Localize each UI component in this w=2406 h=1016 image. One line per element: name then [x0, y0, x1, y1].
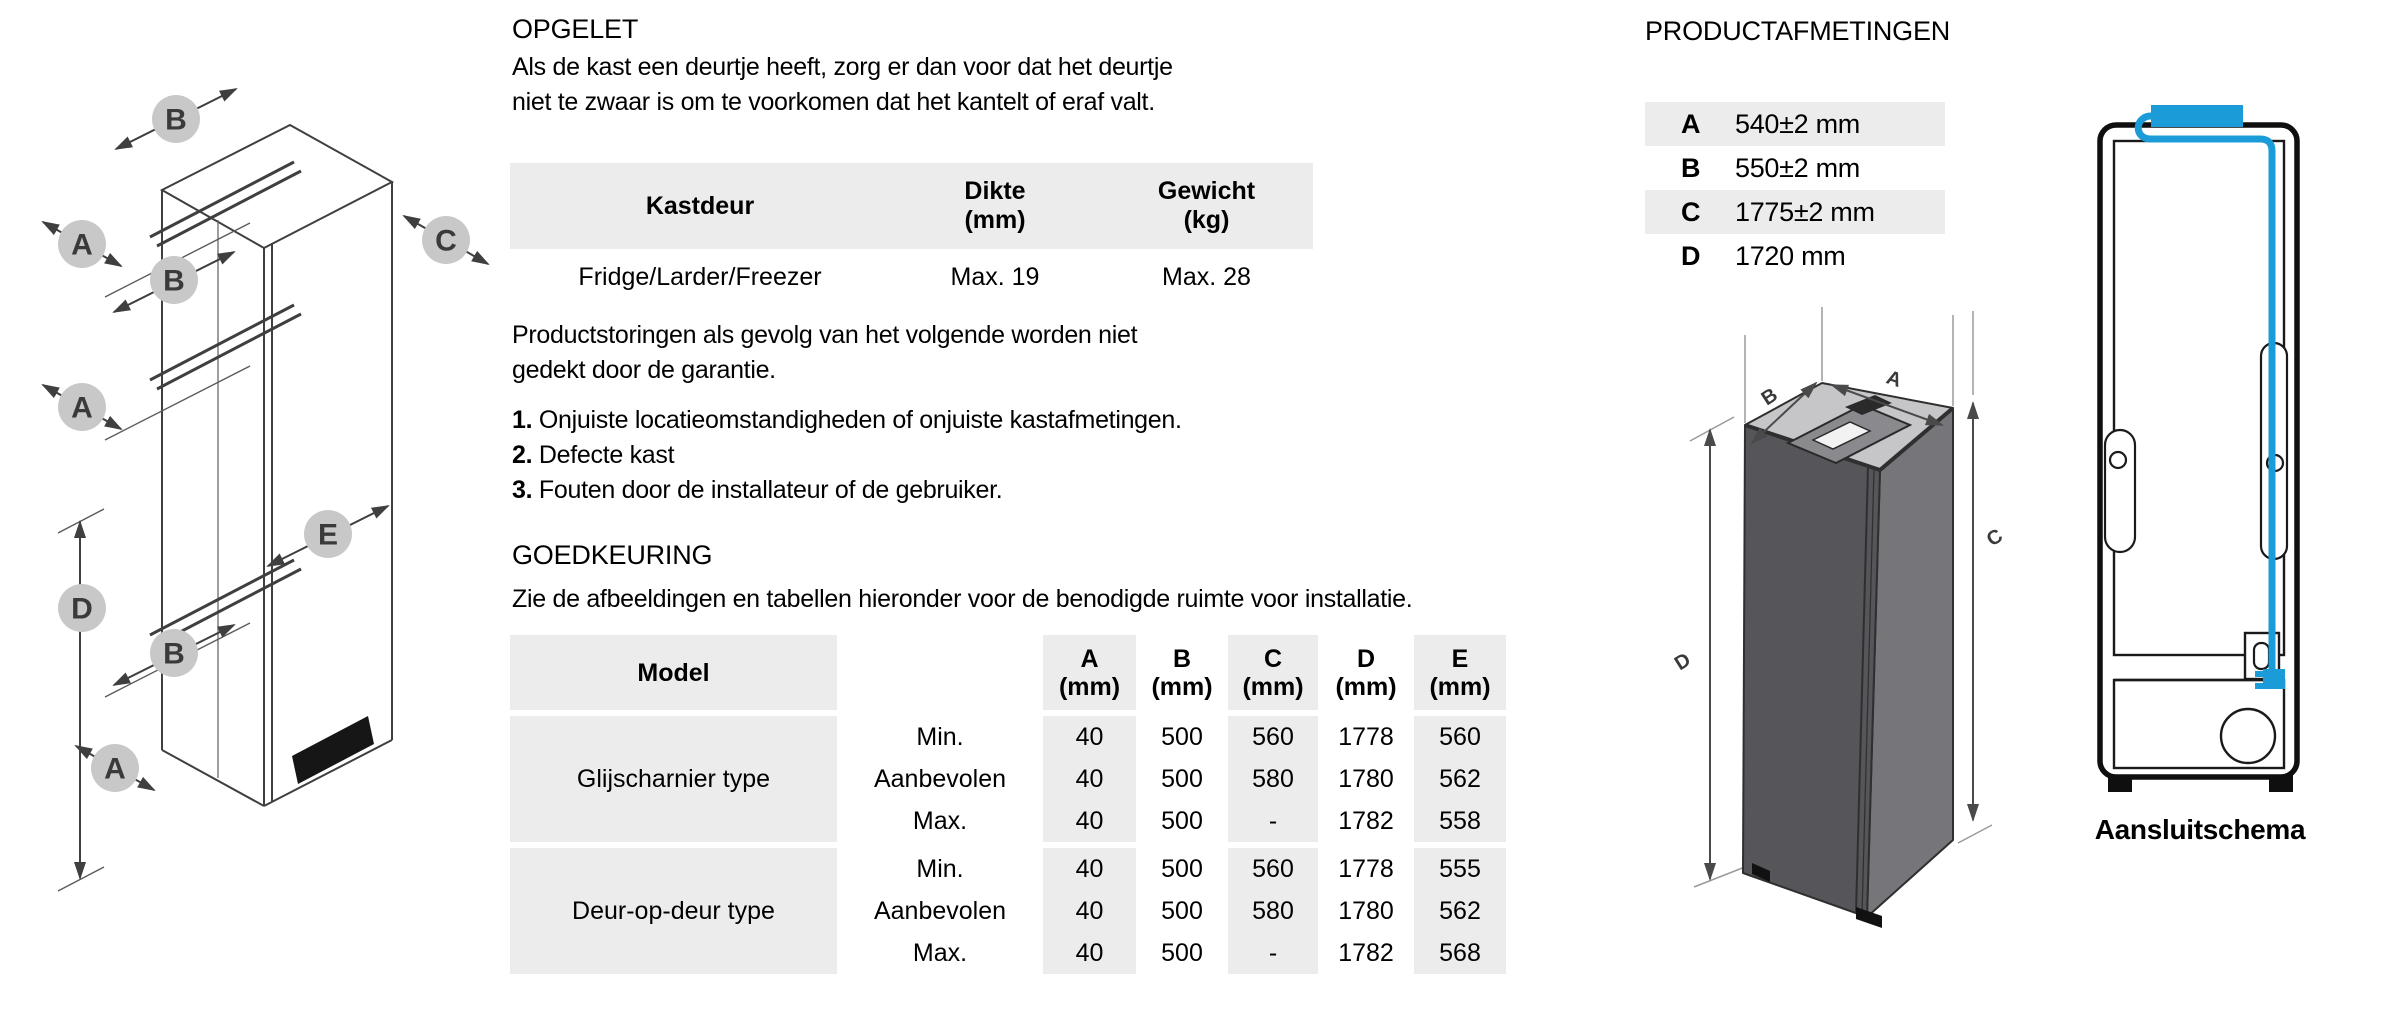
cell-value: 558	[1414, 800, 1506, 842]
goedkeuring-intro	[512, 582, 1512, 617]
cabinet-door-table-header	[510, 163, 1313, 249]
svg-text:C: C	[435, 224, 457, 258]
cell-value: 562	[1414, 758, 1506, 800]
cell-value: 500	[1161, 764, 1203, 793]
cell-value: 555	[1414, 848, 1506, 890]
header-col-C: C (mm)	[1228, 635, 1318, 710]
cell-value: -	[1228, 932, 1318, 974]
cell-value: 500	[1161, 938, 1203, 967]
cell-value: 40	[1043, 800, 1136, 842]
list-item-text: Onjuiste locatieomstandigheden of onjuiste kastafmetingen.	[538, 406, 1182, 434]
cell-value: 40	[1043, 758, 1136, 800]
cell-value: 40	[1043, 932, 1136, 974]
dim-key: B	[1681, 152, 1701, 183]
fridge-front-frame	[2100, 125, 2297, 792]
header-col-E: E (mm)	[1414, 635, 1506, 710]
dim-key: A	[1681, 108, 1701, 139]
warranty-paragraph	[512, 318, 1272, 388]
tube-connector	[2263, 669, 2285, 689]
bubble-B-top	[152, 95, 200, 143]
cell-value: 1780	[1338, 764, 1394, 793]
cell-model-name: Glijscharnier type	[510, 716, 837, 842]
cell-value: 500	[1161, 896, 1203, 925]
bubble-D	[58, 584, 106, 632]
opgelet-paragraph	[512, 50, 1272, 120]
paragraph-line: Productstoringen als gevolg van het volgende worden niet	[512, 321, 1138, 349]
list-item	[512, 403, 1182, 438]
paragraph-line: niet te zwaar is om te voorkomen dat het kantelt of eraf valt.	[512, 88, 1155, 116]
compressor-circle	[2221, 709, 2275, 763]
cell-value: 580	[1228, 890, 1318, 932]
paragraph-line: Zie de afbeeldingen en tabellen hieronder voor de benodigde ruimte voor installatie.	[512, 585, 1413, 613]
cell-thickness: Max. 19	[950, 262, 1040, 291]
cell-row-label: Max.	[912, 938, 968, 967]
paragraph-line: Als de kast een deurtje heeft, zorg er dan voor dat het deurtje	[512, 53, 1173, 81]
section-heading-productafmetingen: PRODUCTAFMETINGEN	[1645, 16, 1951, 46]
table-group-deur-op-deur	[510, 848, 1520, 974]
list-item-text: Defecte kast	[538, 441, 675, 469]
bubble-A-low	[91, 744, 139, 792]
table-row	[1645, 146, 1945, 190]
svg-text:B: B	[165, 103, 187, 137]
dim-value: 550±2 mm	[1735, 152, 1860, 183]
installation-table-header	[510, 635, 1520, 710]
header-col-A: A (mm)	[1043, 635, 1136, 710]
cell-row-label: Min.	[916, 854, 964, 883]
svg-text:E: E	[317, 518, 339, 552]
cell-value: -	[1228, 800, 1318, 842]
dim-value: 540±2 mm	[1735, 108, 1860, 139]
header-model: Model	[510, 635, 837, 710]
table-row	[1645, 190, 1945, 234]
list-item-number: 3.	[512, 476, 533, 504]
fridge-foot	[2108, 775, 2132, 792]
cell-row-label: Min.	[916, 722, 964, 751]
table-row	[510, 249, 1313, 305]
header-empty	[842, 635, 1038, 710]
left-hinge-plate	[2105, 430, 2135, 552]
cell-value: 1782	[1338, 806, 1394, 835]
cabinet-vent	[292, 716, 374, 784]
list-item-number: 1.	[512, 406, 533, 434]
warranty-list	[512, 403, 1182, 508]
dim-value: 1775±2 mm	[1735, 196, 1875, 227]
svg-text:C: C	[1982, 524, 2007, 552]
header-gewicht: Gewicht (kg)	[1157, 177, 1256, 234]
list-item	[512, 438, 1182, 473]
cell-weight: Max. 28	[1162, 262, 1251, 291]
bubble-B-low	[150, 629, 198, 677]
dim-key: C	[1681, 196, 1701, 227]
header-kastdeur: Kastdeur	[645, 191, 755, 220]
cell-value: 40	[1043, 890, 1136, 932]
cell-value: 500	[1161, 722, 1203, 751]
svg-text:B: B	[163, 264, 185, 298]
bubble-B-mid	[150, 256, 198, 304]
table-row	[1645, 102, 1945, 146]
svg-text:A: A	[1883, 366, 1905, 393]
list-item	[512, 473, 1182, 508]
fridge-body	[1743, 383, 1953, 917]
installation-space-table	[510, 635, 1520, 974]
svg-text:A: A	[71, 391, 93, 425]
cell-value: 560	[1228, 848, 1318, 890]
fridge-foot	[2269, 775, 2293, 792]
table-row	[1645, 234, 1945, 278]
cell-value: 1780	[1338, 896, 1394, 925]
cell-value: 40	[1043, 848, 1136, 890]
svg-text:B: B	[1757, 383, 1782, 411]
svg-text:B: B	[163, 637, 185, 671]
cell-door-type: Fridge/Larder/Freezer	[578, 262, 822, 291]
cell-value: 500	[1161, 806, 1203, 835]
cell-value: 1782	[1338, 938, 1394, 967]
cell-value: 580	[1228, 758, 1318, 800]
svg-text:D: D	[71, 592, 93, 626]
dim-key: D	[1681, 240, 1701, 271]
cabinet-door-table	[510, 163, 1313, 305]
connection-diagram-figure	[2085, 95, 2315, 815]
cell-value: 560	[1414, 716, 1506, 758]
connection-diagram-caption: Aansluitschema	[2094, 814, 2306, 845]
section-heading-opgelet: OPGELET	[512, 14, 639, 44]
header-dikte: Dikte (mm)	[964, 177, 1026, 234]
cell-value: 40	[1043, 716, 1136, 758]
bubble-A-upper	[58, 220, 106, 268]
product-dimensions-table	[1645, 102, 1945, 278]
cell-value: 1778	[1338, 854, 1394, 883]
paragraph-line: gedekt door de garantie.	[512, 356, 776, 384]
cell-value: 562	[1414, 890, 1506, 932]
svg-text:D: D	[1670, 648, 1695, 676]
header-col-B: B (mm)	[1151, 644, 1213, 701]
bubble-C	[422, 216, 470, 264]
cell-value: 568	[1414, 932, 1506, 974]
cell-value: 1778	[1338, 722, 1394, 751]
svg-text:A: A	[71, 228, 93, 262]
list-item-number: 2.	[512, 441, 533, 469]
cell-row-label: Max.	[912, 806, 968, 835]
cell-value: 560	[1228, 716, 1318, 758]
cell-value: 500	[1161, 854, 1203, 883]
svg-text:A: A	[104, 752, 126, 786]
cell-row-label: Aanbevolen	[873, 896, 1007, 925]
table-group-glijscharnier	[510, 716, 1520, 842]
dim-value: 1720 mm	[1735, 240, 1846, 271]
cell-model-name: Deur-op-deur type	[510, 848, 837, 974]
section-heading-goedkeuring: GOEDKEURING	[512, 540, 713, 570]
list-item-text: Fouten door de installateur of de gebruiker.	[538, 476, 1003, 504]
bubble-A-mid	[58, 383, 106, 431]
cell-row-label: Aanbevolen	[873, 764, 1007, 793]
bubble-E	[304, 510, 352, 558]
cabinet-dimension-figure	[10, 50, 500, 920]
header-col-D: D (mm)	[1335, 644, 1397, 701]
fridge-isometric-figure	[1670, 295, 2120, 940]
